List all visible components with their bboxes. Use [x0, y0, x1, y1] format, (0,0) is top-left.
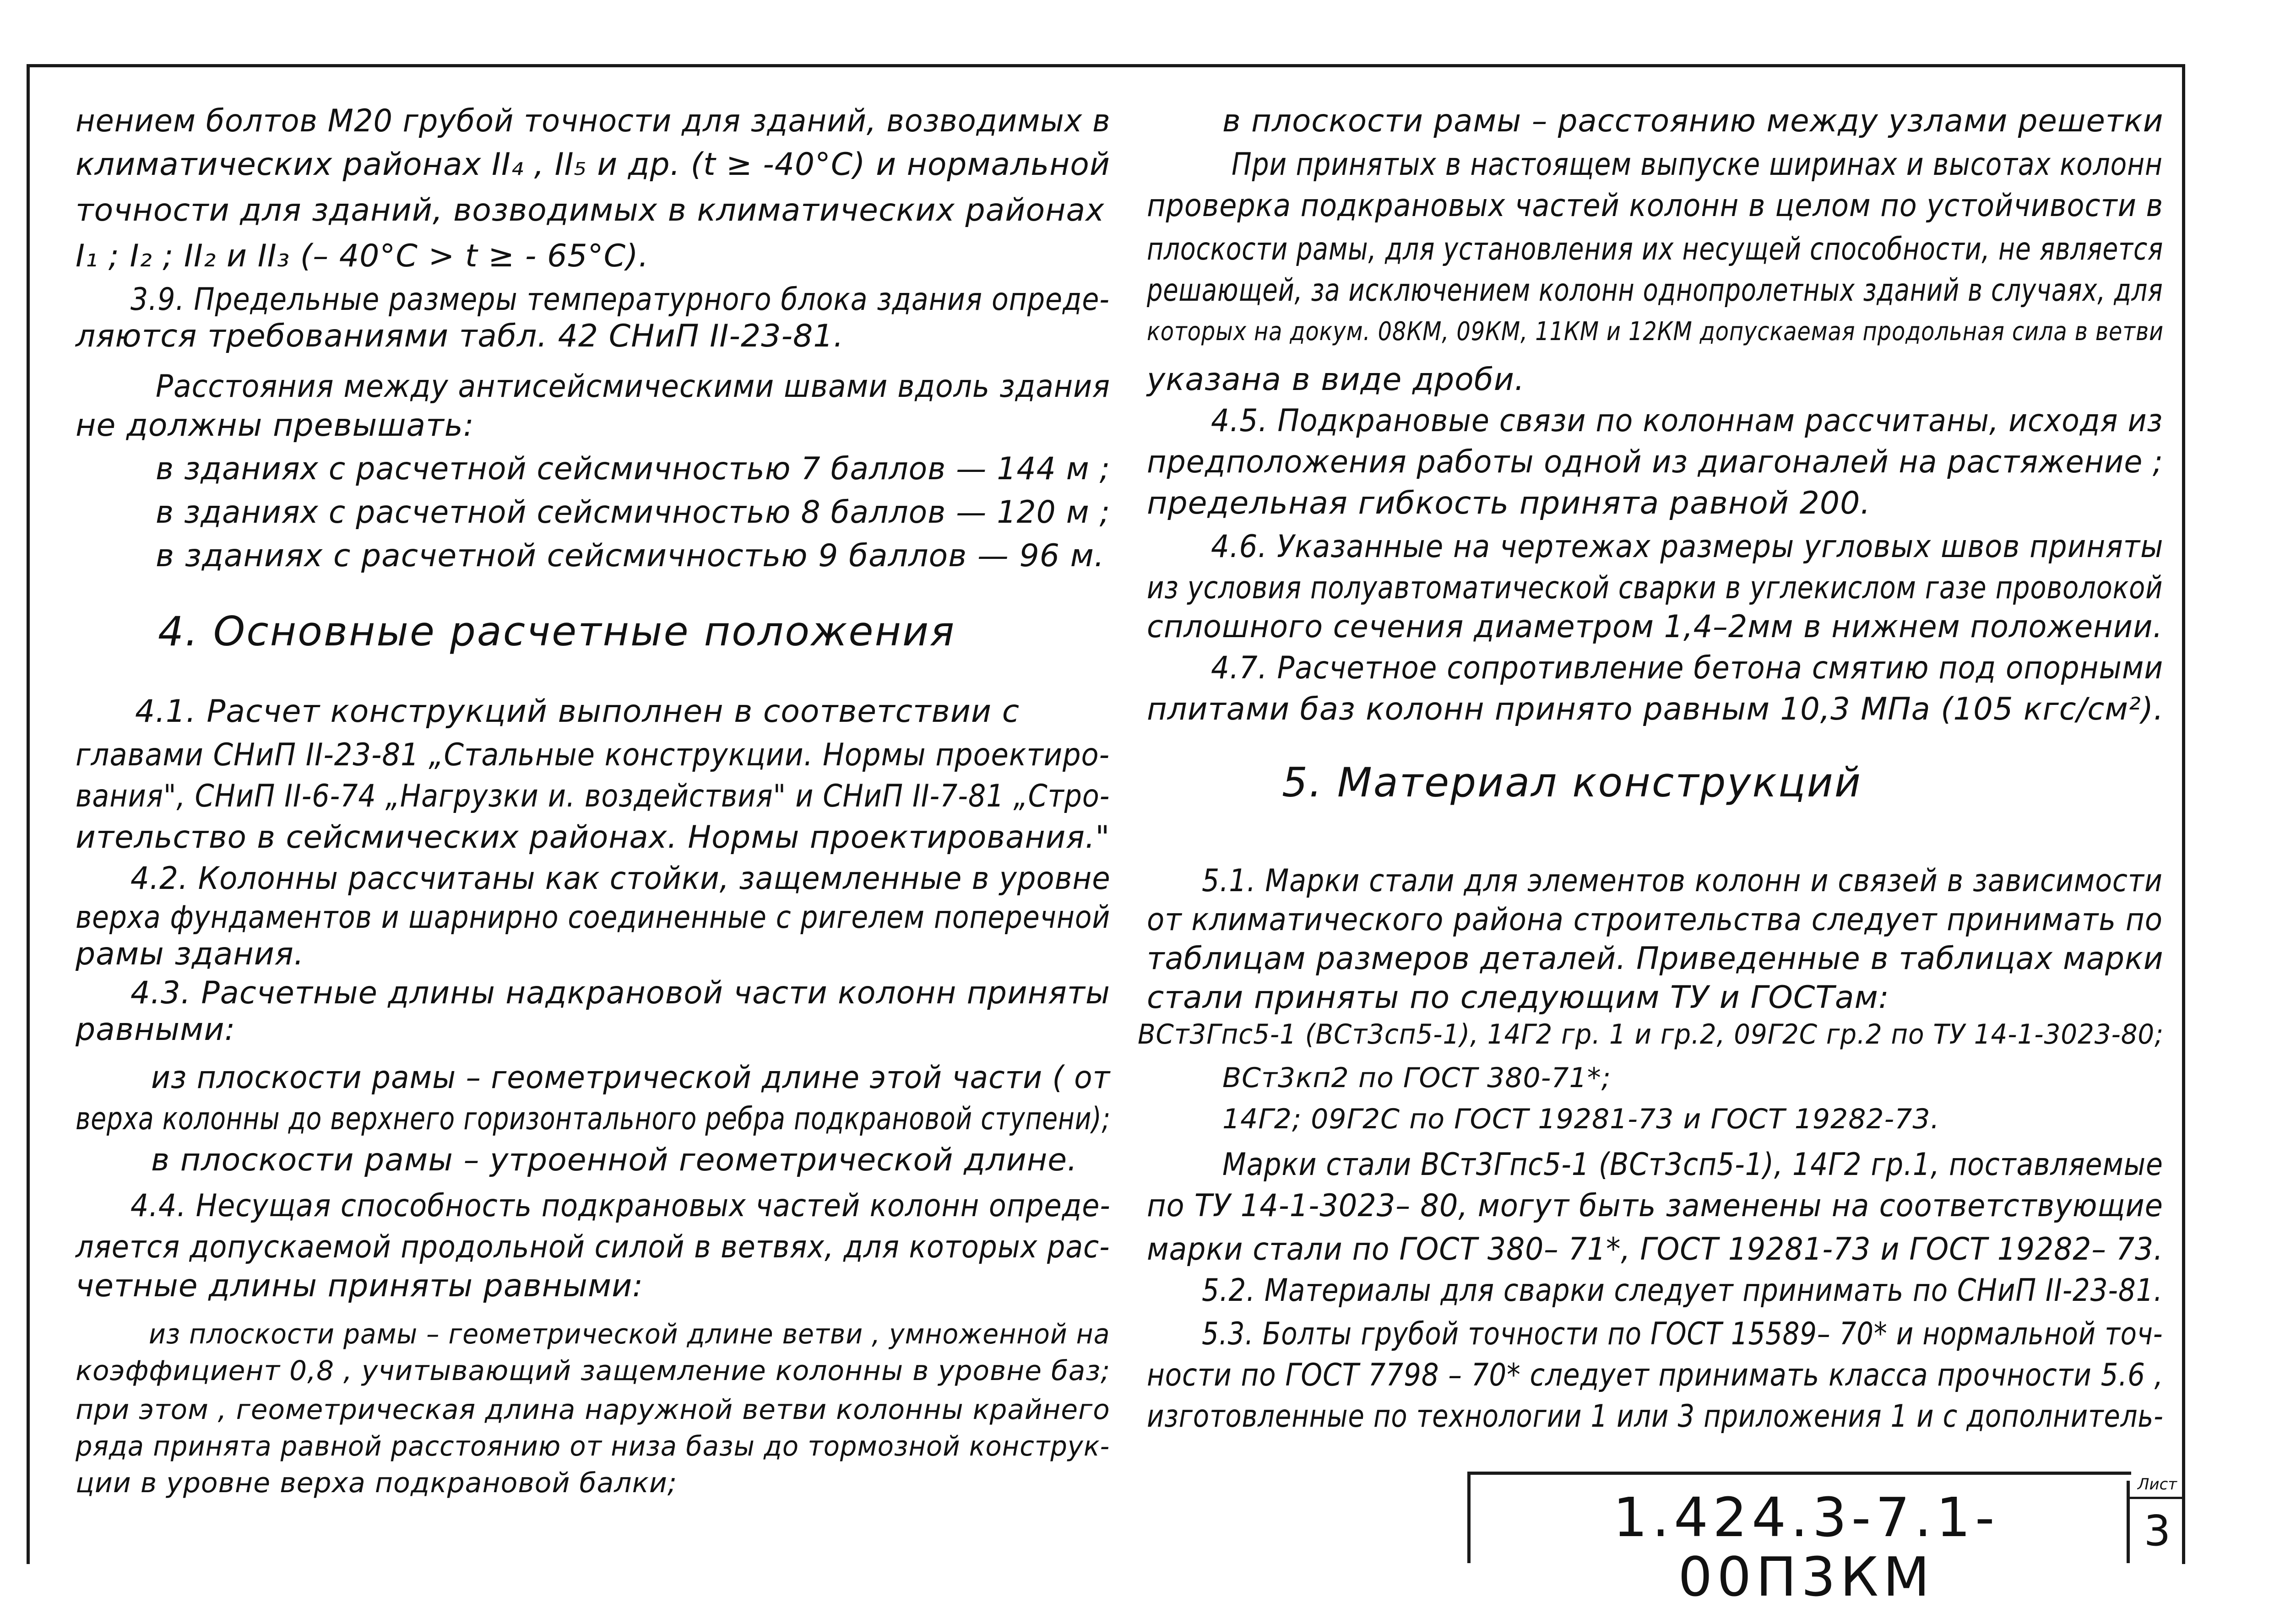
sheet-number: 3	[2144, 1506, 2171, 1555]
clause-3-9: 3.9. Предельные размеры температурного блока здания опреде-	[130, 281, 1110, 318]
text-line: предельная гибкость принята равной 200.	[1147, 485, 1871, 521]
text-line: ВСт3Гпс5-1 (ВСт3сп5-1), 14Г2 гр. 1 и гр.2, 09Г2С гр.2 по ТУ 14-1-3023-80;	[1138, 1018, 2164, 1050]
text-line: при этом , геометрическая длина наружной ветви колонны крайнего	[76, 1394, 1110, 1426]
clause-4-3: 4.3. Расчетные длины надкрановой части колонн приняты	[130, 975, 1110, 1011]
text-line: точности для зданий, возводимых в климатических районах	[76, 192, 1105, 228]
text-line: проверка подкрановых частей колонн в целом по устойчивости в	[1147, 188, 2164, 224]
text-line: сплошного сечения диаметром 1,4–2мм в нижнем положении.	[1147, 609, 2163, 645]
text-line: ВСт3кп2 по ГОСТ 380-71*;	[1222, 1062, 1611, 1094]
text-line: I₁ ; I₂ ; II₂ и II₃ (– 40°C > t ≥ - 65°C).	[76, 238, 649, 274]
text-line: от климатического района строительства следует принимать по	[1147, 902, 2163, 938]
text-line: ительство в сейсмических районах. Нормы проектирования."	[76, 819, 1110, 855]
text-line: четные длины приняты равными:	[76, 1268, 644, 1304]
text-line: нением болтов М20 грубой точности для зданий, возводимых в	[76, 103, 1111, 139]
seismic-item-9: в зданиях с расчетной сейсмичностью 9 баллов — 96 м.	[156, 538, 1105, 574]
text-line: из плоскости рамы – геометрической длине этой части ( от	[151, 1060, 1111, 1096]
text-line: 14Г2; 09Г2С по ГОСТ 19281-73 и ГОСТ 19282-73.	[1222, 1103, 1940, 1135]
text-line: из условия полуавтоматической сварки в углекислом газе проволокой	[1147, 570, 2163, 606]
clause-5-1: 5.1. Марки стали для элементов колонн и связей в зависимости	[1202, 863, 2163, 899]
text-line: указана в виде дроби.	[1147, 362, 1525, 398]
text-line: главами СНиП II-23-81 „Стальные конструкции. Нормы проектиро-	[76, 737, 1110, 773]
text-line: верха фундаментов и шарнирно соединенные с ригелем поперечной	[76, 899, 1111, 936]
title-block-top-line	[1467, 1472, 2131, 1475]
text-line: равными:	[76, 1012, 236, 1048]
text-line: которых на докум. 08КМ, 09КМ, 11КМ и 12КМ допускаемая продольная сила в ветви	[1147, 317, 2164, 346]
text-line: Марки стали ВСт3Гпс5-1 (ВСт3сп5-1), 14Г2 гр.1, поставляемые	[1222, 1147, 2163, 1183]
text-line: При принятых в настоящем выпуске ширинах и высотах колонн	[1232, 146, 2163, 183]
section-5-heading: 5. Материал конструкций	[1282, 759, 1862, 806]
text-line: плоскости рамы, для установления их несущей способности, не является	[1147, 231, 2164, 267]
document-code: 1.424.3-7.1-00П3КМ	[1613, 1486, 1999, 1608]
clause-4-4: 4.4. Несущая способность подкрановых частей колонн опреде-	[130, 1188, 1111, 1224]
clause-4-6: 4.6. Указанные на чертежах размеры угловых швов приняты	[1211, 529, 2164, 565]
clause-5-2: 5.2. Материалы для сварки следует принимать по СНиП II-23-81.	[1202, 1272, 2163, 1309]
text-line: решающей, за исключением колонн однопролетных зданий в случаях, для	[1147, 272, 2163, 309]
text-line: рамы здания.	[76, 936, 304, 972]
text-line: вания", СНиП II-6-74 „Нагрузки и. воздействия" и СНиП II-7-81 „Стро-	[76, 778, 1110, 814]
text-line: по ТУ 14-1-3023– 80, могут быть заменены на соответствующие	[1147, 1188, 2163, 1224]
text-line: ции в уровне верха подкрановой балки;	[76, 1467, 678, 1499]
clause-4-2: 4.2. Колонны рассчитаны как стойки, защемленные в уровне	[130, 861, 1111, 897]
text-line: верха колонны до верхнего горизонтального ребра подкрановой ступени);	[76, 1101, 1111, 1137]
text-line: Расстояния между антисейсмическими швами вдоль здания	[156, 368, 1110, 405]
title-block-left-line	[1467, 1472, 1471, 1563]
clause-4-5: 4.5. Подкрановые связи по колоннам рассчитаны, исходя из	[1211, 403, 2163, 439]
text-line: плитами баз колонн принято равным 10,3 МПа (105 кгс/см²).	[1147, 691, 2164, 727]
text-line: коэффициент 0,8 , учитывающий защемление колонны в уровне баз;	[76, 1355, 1111, 1387]
text-line: предположения работы одной из диагоналей на растяжение ;	[1147, 444, 2163, 480]
clause-4-1: 4.1. Расчет конструкций выполнен в соответствии с	[135, 693, 1020, 730]
text-line: климатических районах II₄ , II₅ и др. (t ≥ -40°C) и нормальной	[76, 146, 1110, 183]
text-line: таблицам размеров деталей. Приведенные в таблицах марки	[1147, 941, 2164, 977]
text-line: ряда принята равной расстоянию от низа базы до тормозной конструк-	[76, 1430, 1110, 1462]
text-line: ляется допускаемой продольной силой в ветвях, для которых рас-	[76, 1229, 1110, 1265]
seismic-item-7: в зданиях с расчетной сейсмичностью 7 баллов — 144 м ;	[156, 451, 1111, 487]
sheet-label: Лист	[2137, 1475, 2177, 1494]
text-line: в плоскости рамы – расстоянию между узлами решетки	[1222, 103, 2164, 139]
clause-5-3: 5.3. Болты грубой точности по ГОСТ 15589– 70* и нормальной точ-	[1202, 1316, 2163, 1352]
text-line: из плоскости рамы – геометрической длине ветви , умноженной на	[149, 1318, 1110, 1350]
seismic-item-8: в зданиях с расчетной сейсмичностью 8 баллов — 120 м ;	[156, 494, 1111, 531]
text-line: марки стали по ГОСТ 380– 71*, ГОСТ 19281-73 и ГОСТ 19282– 73.	[1147, 1231, 2164, 1267]
text-line: в плоскости рамы – утроенной геометрической длине.	[151, 1142, 1078, 1178]
clause-4-7: 4.7. Расчетное сопротивление бетона смятию под опорными	[1211, 650, 2164, 686]
text-line: не должны превышать:	[76, 407, 474, 444]
text-line: ности по ГОСТ 7798 – 70* следует принимать класса прочности 5.6 ,	[1147, 1357, 2164, 1393]
text-line: ляются требованиями табл. 42 СНиП II-23-81.	[76, 318, 844, 354]
text-line: изготовленные по технологии 1 или 3 приложения 1 и с дополнитель-	[1147, 1398, 2164, 1435]
text-line: стали приняты по следующим ТУ и ГОСТам:	[1147, 980, 1889, 1016]
section-4-heading: 4. Основные расчетные положения	[158, 608, 956, 655]
title-block	[1467, 1472, 2185, 1608]
